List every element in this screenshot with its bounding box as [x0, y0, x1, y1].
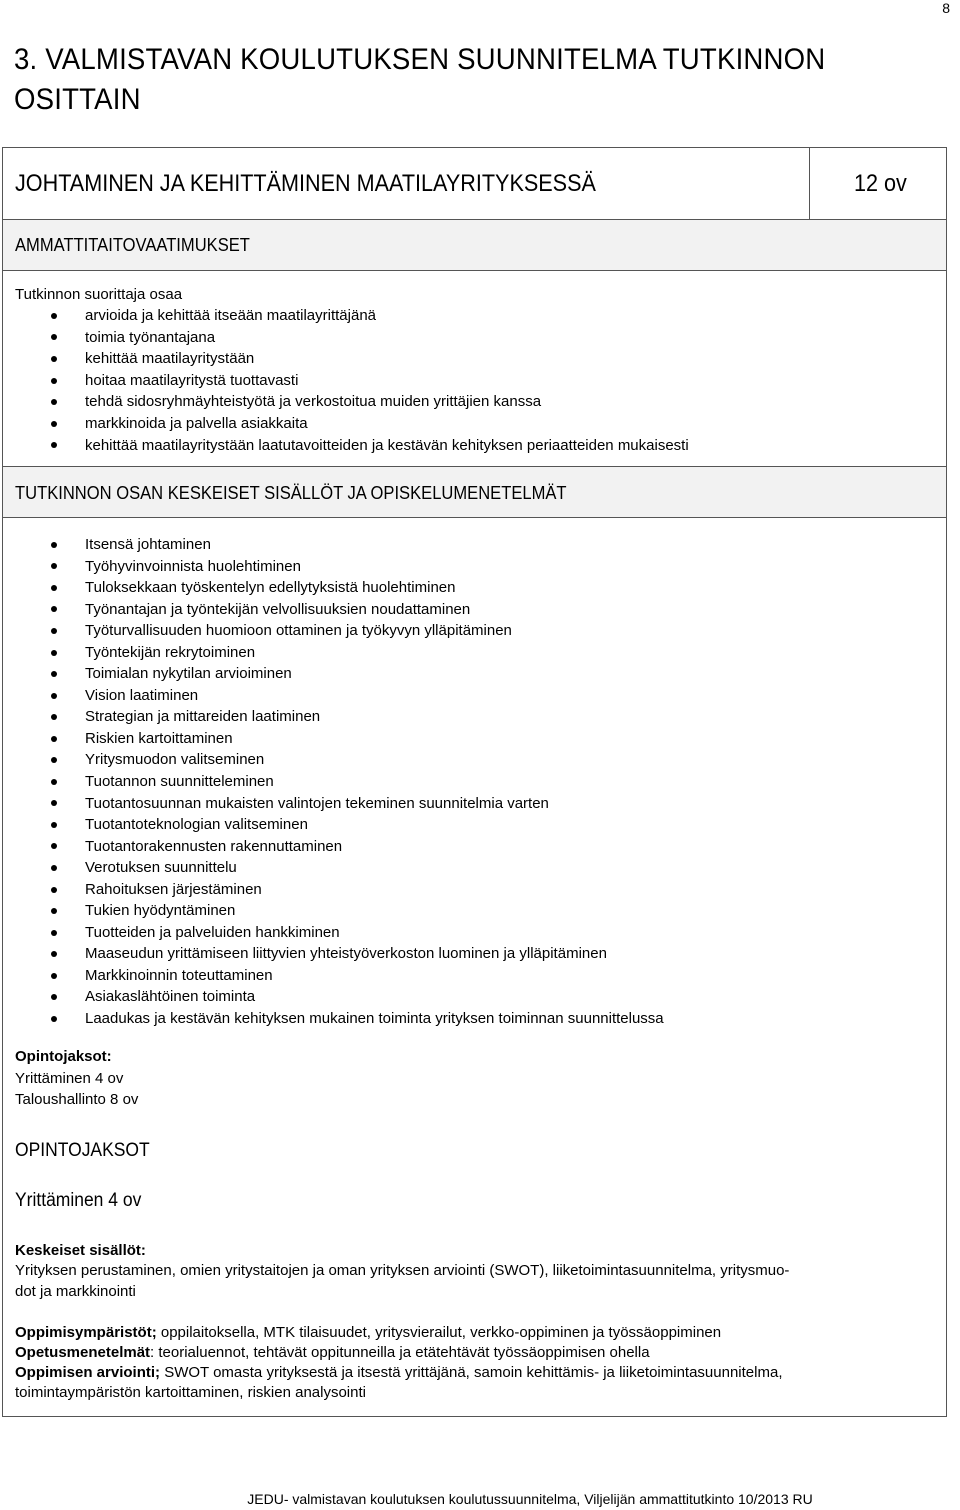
list-item: Tuotannon suunnitteleminen — [15, 771, 664, 793]
assessment-label: Oppimisen arviointi; — [15, 1364, 161, 1381]
list-item: Rahoituksen järjestäminen — [15, 879, 664, 901]
list-item: Työhyvinvoinnista huolehtiminen — [15, 556, 664, 578]
list-item: arvioida ja kehittää itseään maatilayrittäjänä — [15, 305, 689, 327]
course-heading: Yrittäminen 4 ov — [15, 1190, 142, 1211]
keskeiset-text-line-2: dot ja markkinointi — [15, 1283, 136, 1300]
teaching-methods — [15, 1342, 650, 1364]
assessment — [15, 1362, 782, 1384]
contents-heading-cell — [2, 466, 947, 518]
list-item: markkinoida ja palvella asiakkaita — [15, 413, 689, 435]
opintojaksot-label: Opintojaksot: — [15, 1048, 112, 1065]
list-item: Toimialan nykytilan arvioiminen — [15, 663, 664, 685]
page-title-line-1: 3. VALMISTAVAN KOULUTUKSEN SUUNNITELMA TUTKINNON — [14, 43, 826, 76]
competence-body-cell — [2, 270, 947, 467]
list-item: kehittää maatilayritystään laatutavoitteiden ja kestävän kehityksen periaatteiden mukaisesti — [15, 435, 689, 457]
list-item: Tuotantosuunnan mukaisten valintojen tekeminen suunnitelmia varten — [15, 793, 664, 815]
list-item: Markkinoinnin toteuttaminen — [15, 965, 664, 987]
list-item: hoitaa maatilayritystä tuottavasti — [15, 370, 689, 392]
page-number: 8 — [942, 0, 950, 16]
competence-heading-cell — [2, 219, 947, 271]
list-item: Verotuksen suunnittelu — [15, 857, 664, 879]
list-item: Itsensä johtaminen — [15, 534, 664, 556]
assessment-text-line-2: toimintaympäristön kartoittaminen, riskien analysointi — [15, 1384, 366, 1401]
list-item: Yritysmuodon valitseminen — [15, 749, 664, 771]
list-item: Tuloksekkaan työskentelyn edellytyksistä huolehtiminen — [15, 577, 664, 599]
list-item: Tuotteiden ja palveluiden hankkiminen — [15, 922, 664, 944]
competence-intro: Tutkinnon suorittaja osaa — [15, 286, 183, 303]
list-item: Vision laatiminen — [15, 685, 664, 707]
keskeiset-label: Keskeiset sisällöt: — [15, 1242, 146, 1259]
list-item: Tuotantorakennusten rakennuttaminen — [15, 836, 664, 858]
keskeiset-text-line-1: Yrityksen perustaminen, omien yritystaitojen ja oman yrityksen arviointi (SWOT), liiketoimintasuunnitelma, yritysmuo- — [15, 1262, 790, 1279]
assessment-text-line-1: SWOT omasta yrityksestä ja itsestä yrittäjänä, samoin kehittämis- ja liiketoimintasuunnitelma, — [160, 1364, 783, 1381]
list-item: Tuotantoteknologian valitseminen — [15, 814, 664, 836]
list-item: Työnantajan ja työntekijän velvollisuuksien noudattaminen — [15, 599, 664, 621]
list-item: Strategian ja mittareiden laatiminen — [15, 706, 664, 728]
list-item: tehdä sidosryhmäyhteistyötä ja verkostoitua muiden yrittäjien kanssa — [15, 391, 689, 413]
list-item: toimia työnantajana — [15, 327, 689, 349]
learning-environment-label: Oppimisympäristöt; — [15, 1324, 157, 1341]
list-item: Riskien kartoittaminen — [15, 728, 664, 750]
list-item: Työturvallisuuden huomioon ottaminen ja työkyvyn ylläpitäminen — [15, 620, 664, 642]
list-item: kehittää maatilayritystään — [15, 348, 689, 370]
page-title-line-2: OSITTAIN — [14, 83, 141, 116]
teaching-methods-text: : teorialuennot, tehtävät oppitunneilla ja etätehtävät työssäoppimisen ohella — [150, 1344, 650, 1361]
list-item: Tukien hyödyntäminen — [15, 900, 664, 922]
competence-heading: AMMATTITAITOVAATIMUKSET — [15, 235, 250, 255]
opintojaksot-section-heading: OPINTOJAKSOT — [15, 1140, 150, 1161]
learning-environment-text: oppilaitoksella, MTK tilaisuudet, yritysvierailut, verkko-oppiminen ja työssäoppiminen — [156, 1324, 722, 1341]
contents-body-cell — [2, 517, 947, 1417]
competence-list — [15, 305, 689, 456]
module-credits: 12 ov — [854, 170, 907, 197]
list-item: Laadukas ja kestävän kehityksen mukainen toiminta yrityksen toiminnan suunnittelussa — [15, 1008, 664, 1030]
opintojakso-item: Taloushallinto 8 ov — [15, 1091, 139, 1108]
module-credits-cell — [809, 147, 947, 220]
contents-list — [15, 534, 664, 1030]
learning-environment — [15, 1322, 721, 1344]
page-title — [14, 40, 842, 120]
list-item: Työntekijän rekrytoiminen — [15, 642, 664, 664]
module-name: JOHTAMINEN JA KEHITTÄMINEN MAATILAYRITYKSESSÄ — [15, 170, 596, 197]
page-footer: JEDU- valmistavan koulutuksen koulutussuunnitelma, Viljelijän ammattitutkinto 10/2013 RU — [247, 1491, 813, 1507]
opintojakso-item: Yrittäminen 4 ov — [15, 1070, 124, 1087]
contents-heading: TUTKINNON OSAN KESKEISET SISÄLLÖT JA OPISKELUMENETELMÄT — [15, 483, 567, 503]
teaching-methods-label: Opetusmenetelmät — [15, 1344, 151, 1361]
module-name-cell — [2, 147, 810, 220]
list-item: Maaseudun yrittämiseen liittyvien yhteistyöverkoston luominen ja ylläpitäminen — [15, 943, 664, 965]
list-item: Asiakaslähtöinen toiminta — [15, 986, 664, 1008]
